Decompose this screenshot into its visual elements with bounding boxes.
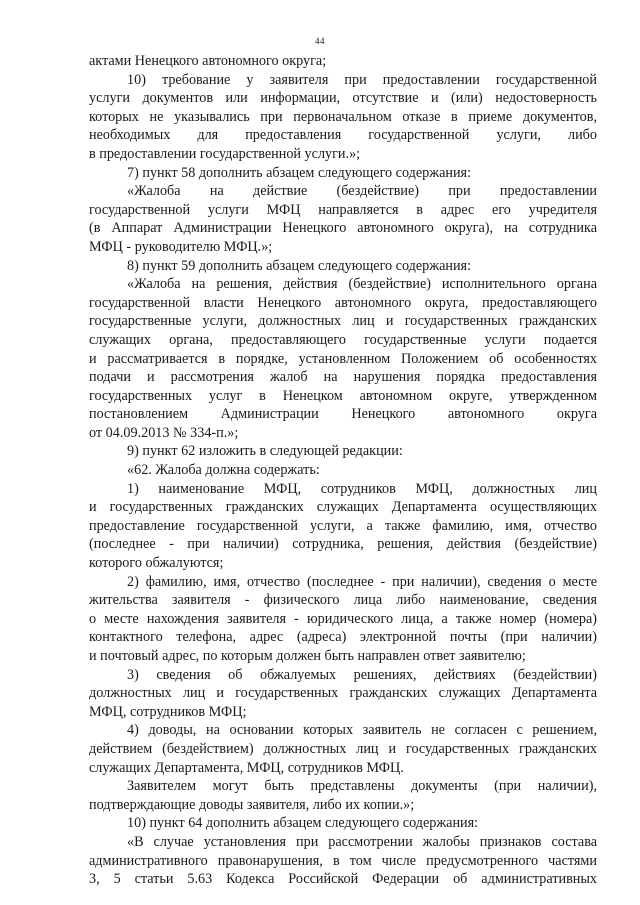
text-line: контактного телефона, адрес (адреса) электронной почты (при наличии)	[89, 629, 597, 646]
text-line: 1) наименование МФЦ, сотрудников МФЦ, должностных лиц	[127, 480, 597, 497]
page-number: 44	[315, 36, 325, 46]
text-line: 3) сведения об обжалуемых решениях, действиях (бездействии)	[127, 666, 597, 683]
text-line: подачи и рассмотрения жалоб на нарушения порядка предоставления	[89, 369, 597, 386]
text-line: актами Ненецкого автономного округа;	[89, 53, 327, 69]
text-line: МФЦ, сотрудников МФЦ;	[89, 703, 247, 720]
text-line: «62. Жалоба должна содержать:	[127, 462, 320, 479]
text-line: жительства заявителя - физического лица либо наименование, сведения	[89, 592, 597, 609]
text-line: в предоставлении государственной услуги.»;	[89, 145, 361, 162]
text-line: 2) фамилию, имя, отчество (последнее - при наличии), сведения о месте	[127, 573, 597, 590]
document-body	[89, 52, 597, 889]
text-line: 10) пункт 64 дополнить абзацем следующего содержания:	[127, 815, 479, 832]
text-line: постановлением Администрации Ненецкого автономного округа	[89, 406, 597, 423]
text-line: 9) пункт 62 изложить в следующей редакции:	[127, 443, 403, 460]
text-line: «В случае установления при рассмотрении жалобы признаков состава	[127, 833, 597, 850]
text-line: и почтовый адрес, по которым должен быть направлен ответ заявителю;	[89, 648, 526, 664]
text-line: необходимых для предоставления государственной услуги, либо	[89, 127, 597, 144]
text-line: которых не указывались при первоначальном отказе в приеме документов,	[89, 108, 597, 125]
text-line: 10) требование у заявителя при предоставлении государственной	[127, 71, 597, 88]
text-line: государственных услуг в Ненецком автономном округе, утвержденном	[89, 387, 597, 404]
text-line: предоставление государственной услуги, а также фамилию, имя, отчество	[89, 517, 597, 534]
text-line: 8) пункт 59 дополнить абзацем следующего содержания:	[127, 257, 472, 274]
text-line: служащих органа, предоставляющего государственные услуги подается	[89, 331, 597, 348]
text-line: «Жалоба на действие (бездействие) при предоставлении	[127, 183, 597, 200]
text-line: административного правонарушения, в том числе предусмотренного частями	[89, 852, 597, 869]
text-line: подтверждающие доводы заявителя, либо их копии.»;	[89, 796, 415, 813]
text-line: (в Аппарат Администрации Ненецкого автономного округа), на сотрудника	[89, 220, 597, 237]
text-line: государственные услуги, должностных лиц и государственных гражданских	[89, 313, 597, 330]
text-line: 4) доводы, на основании которых заявитель не согласен с решением,	[127, 722, 597, 739]
text-line: и государственных гражданских служащих Департамента осуществляющих	[89, 499, 597, 516]
text-line: государственной услуги МФЦ направляется в адрес его учредителя	[89, 201, 597, 218]
text-line: МФЦ - руководителю МФЦ.»;	[89, 238, 273, 255]
text-line: «Жалоба на решения, действия (бездействие) исполнительного органа	[127, 276, 597, 293]
text-line: действием (бездействием) должностных лиц и государственных гражданских	[89, 740, 597, 757]
text-line: от 04.09.2013 № 334-п.»;	[89, 424, 239, 441]
text-line: и рассматривается в порядке, установленном Положением об особенностях	[89, 350, 597, 367]
text-line: 7) пункт 58 дополнить абзацем следующего содержания:	[127, 164, 472, 181]
text-line: о месте нахождения заявителя - юридического лица, а также номер (номера)	[89, 610, 597, 627]
text-line: служащих Департамента, МФЦ, сотрудников МФЦ.	[89, 759, 404, 776]
text-line: государственной власти Ненецкого автономного округа, предоставляющего	[89, 294, 597, 311]
text-line: должностных лиц и государственных гражданских служащих Департамента	[89, 685, 597, 702]
text-line: услуги документов или информации, отсутствие и (или) недостоверность	[89, 90, 597, 107]
text-line: (последнее - при наличии) сотрудника, решения, действия (бездействие)	[89, 536, 597, 553]
text-line: 3, 5 статьи 5.63 Кодекса Российской Федерации об административных	[89, 871, 597, 888]
text-line: Заявителем могут быть представлены документы (при наличии),	[127, 778, 597, 795]
text-line: которого обжалуются;	[89, 555, 224, 572]
